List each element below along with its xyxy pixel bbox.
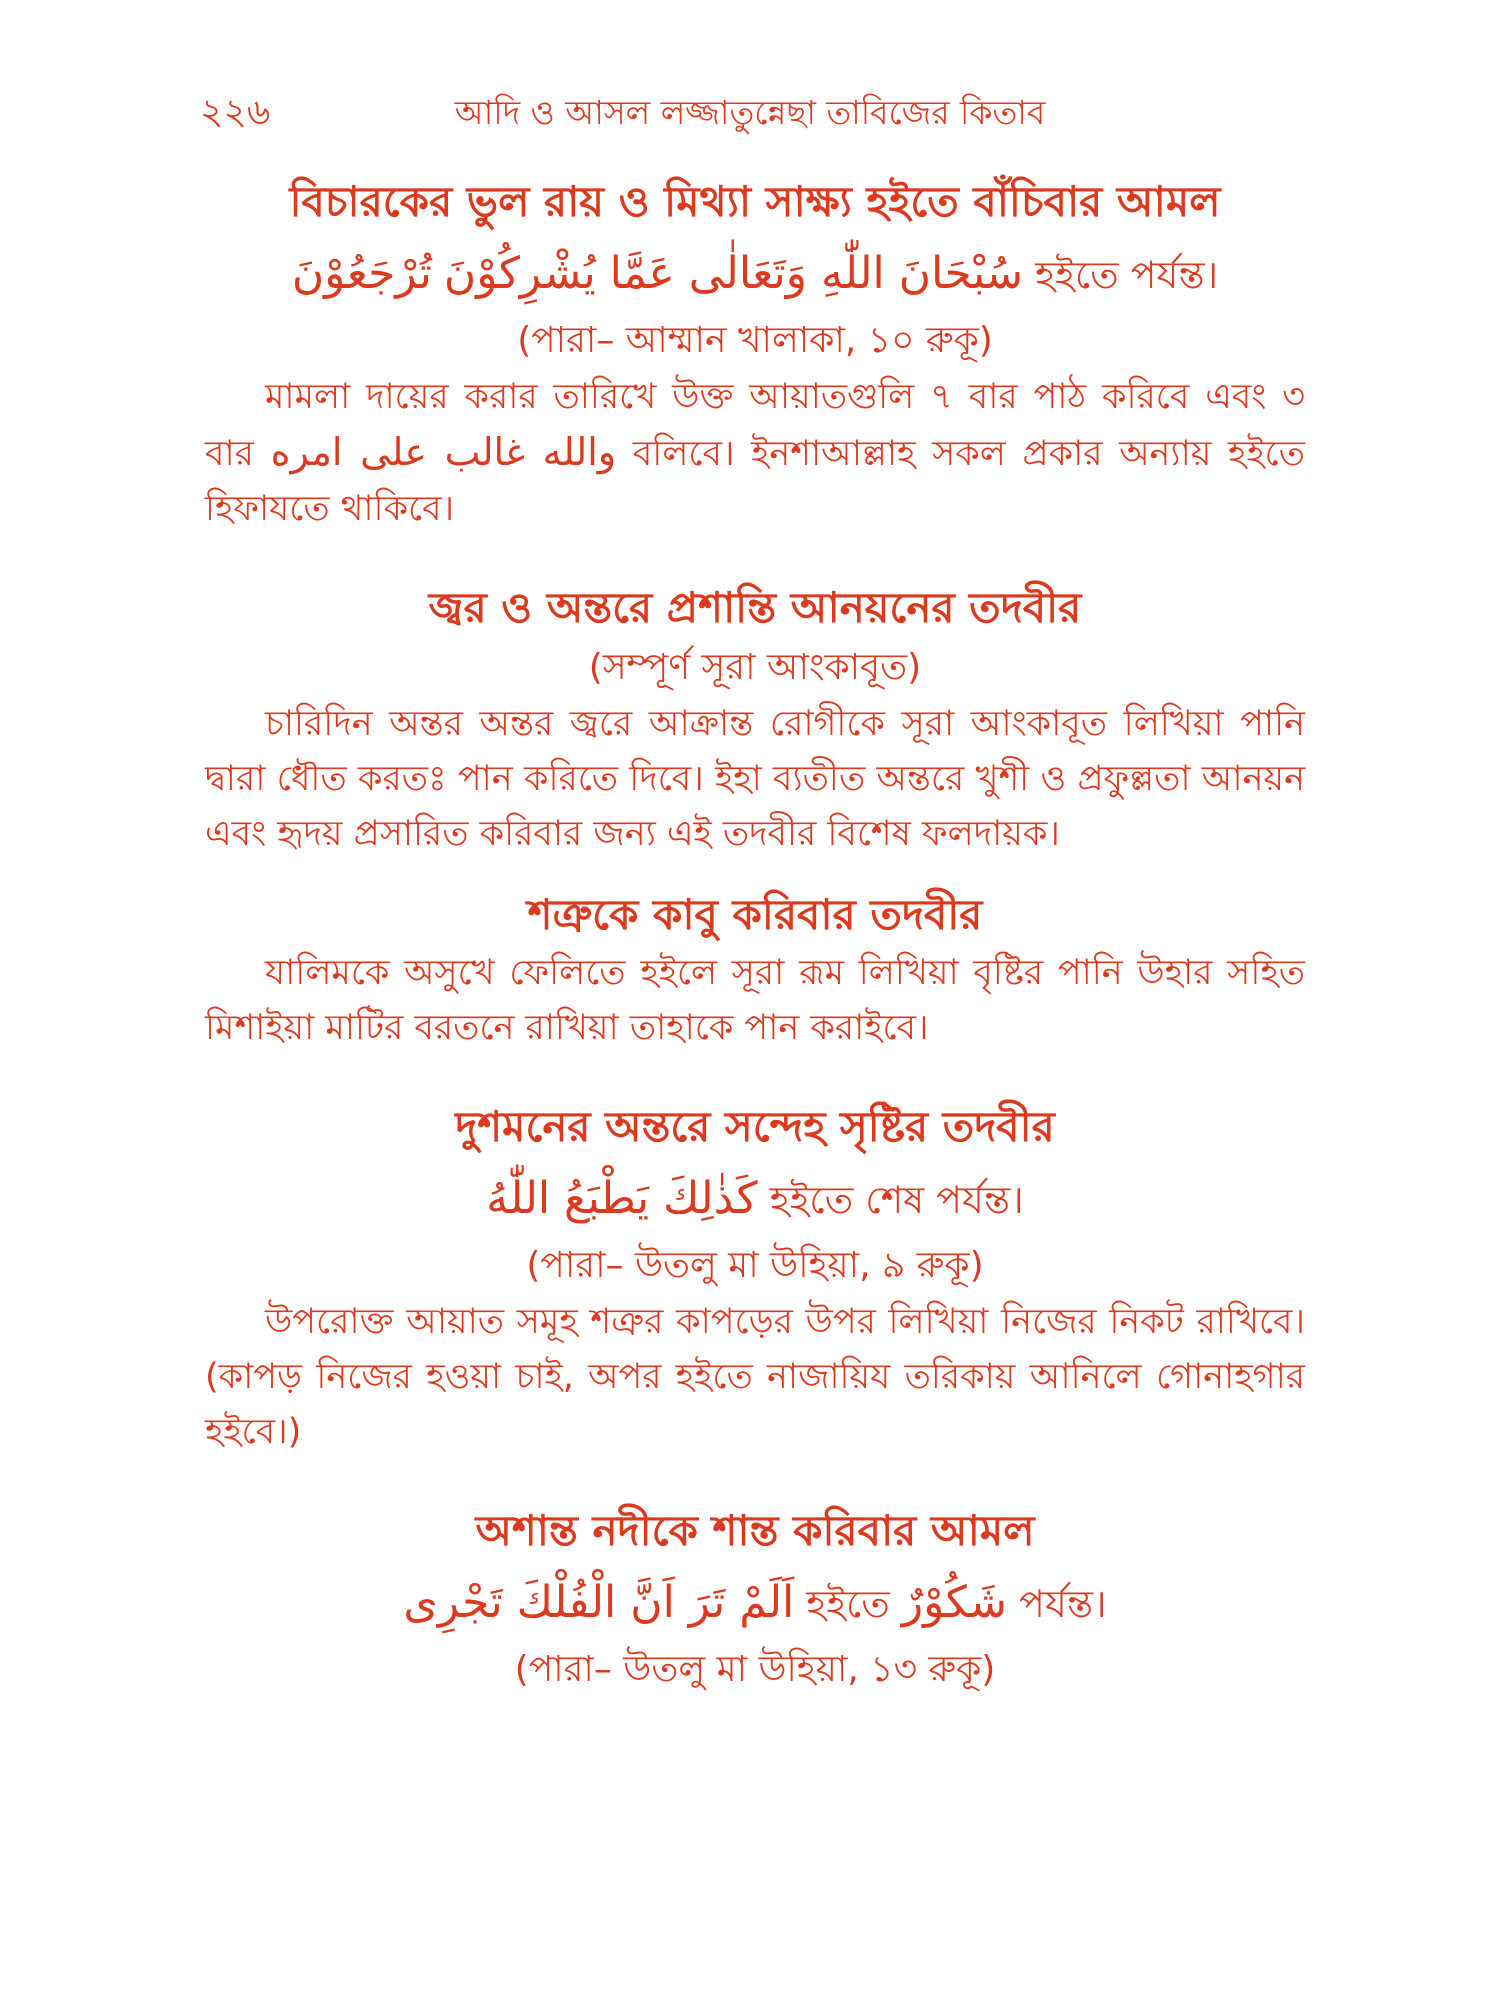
section-calm-river xyxy=(205,1500,1305,1699)
section-title: শত্রুকে কাবু করিবার তদবীর xyxy=(527,890,983,939)
running-title: আদি ও আসল লজ্জাতুন্নেছা তাবিজের কিতাব xyxy=(454,93,1046,132)
from-text: হইতে xyxy=(806,1582,890,1626)
section-enemy-doubt xyxy=(205,1096,1305,1460)
section-title: অশান্ত নদীকে শান্ত করিবার আমল xyxy=(475,1506,1035,1555)
arabic-phrase: والله غالب على امره xyxy=(270,430,617,474)
reference: (পারা– উতলু মা উহিয়া, ৯ রুকূ) xyxy=(526,1245,984,1286)
body-paragraph: চারিদিন অন্তর অন্তর জ্বরে আক্রান্ত রোগীকে সূরা আংকাবূত লিখিয়া পানি দ্বারা ধৌত করতঃ পান করিতে দিবে। ইহা ব্যতীত অন্তরে খুশী ও প্রফুল্লতা আনয়ন এবং হৃদয় প্রসারিত করিবার জন্য এই তদবীর বিশেষ ফলদায়ক। xyxy=(205,704,1305,854)
verse-range-line xyxy=(205,237,1305,312)
section-subdue-enemy xyxy=(205,884,1305,1056)
arabic-verse: كَذٰلِكَ يَطْبَعُ اللّٰهُ xyxy=(486,1173,758,1224)
body-text-part1: মামলা দায়ের করার তারিখে উক্ত আয়াতগুলি ৭ বার পাঠ করিবে এবং ৩ বার xyxy=(205,377,1305,474)
page-content xyxy=(205,165,1305,1699)
line-text: হইতে শেষ পর্যন্ত। xyxy=(769,1178,1024,1222)
section-fever-peace xyxy=(205,577,1305,862)
arabic-verse-end: شَكُوْرٌ xyxy=(901,1577,1008,1628)
body-paragraph xyxy=(205,370,1305,537)
section-title: দুশমনের অন্তরে সন্দেহ সৃষ্টির তদবীর xyxy=(455,1102,1055,1151)
page-number: ২২৬ xyxy=(200,92,271,133)
reference: (পারা– আম্মান খালাকা, ১০ রুকূ) xyxy=(517,320,993,361)
to-text: পর্যন্ত। xyxy=(1019,1582,1107,1626)
verse-range-line xyxy=(205,1162,1305,1237)
arabic-verse-start: سُبْحَانَ اللّٰهِ وَتَعَالٰى عَمَّا يُشْرِكُوْنَ xyxy=(443,248,1023,299)
verse-range-line xyxy=(205,1566,1305,1641)
arabic-verse-start: اَلَمْ تَرَ اَنَّ الْفُلْكَ تَجْرِى xyxy=(403,1577,795,1628)
to-text: পর্যন্ত। xyxy=(1130,253,1219,297)
section-title: জ্বর ও অন্তরে প্রশান্তি আনয়নের তদবীর xyxy=(428,583,1082,632)
page-header xyxy=(200,88,1300,138)
body-text-part2: বলিবে। ইনশাআল্লাহ সকল প্রকার অন্যায় হইতে হিফাযতে থাকিবে। xyxy=(205,434,1305,529)
body-paragraph: যালিমকে অসুখে ফেলিতে হইলে সূরা রূম লিখিয়া বৃষ্টির পানি উহার সহিত মিশাইয়া মাটির বরতনে রাখিয়া তাহাকে পান করাইবে। xyxy=(205,953,1305,1048)
arabic-verse-end: تُرْجَعُوْنَ xyxy=(291,248,432,299)
body-paragraph: উপরোক্ত আয়াত সমূহ শত্রুর কাপড়ের উপর লিখিয়া নিজের নিকট রাখিবে। (কাপড় নিজের হওয়া চাই, অপর হইতে নাজায়িয তরিকায় আনিলে গোনাহগার হইবে।) xyxy=(205,1302,1305,1452)
reference: (পারা– উতলু মা উহিয়া, ১৩ রুকূ) xyxy=(514,1649,996,1690)
from-text: হইতে xyxy=(1035,253,1119,297)
reference: (সম্পূর্ণ সূরা আংকাবূত) xyxy=(588,647,922,688)
section-title: বিচারকের ভুল রায় ও মিথ্যা সাক্ষ্য হইতে বাঁচিবার আমল xyxy=(289,177,1221,226)
section-judge-protection xyxy=(205,171,1305,537)
